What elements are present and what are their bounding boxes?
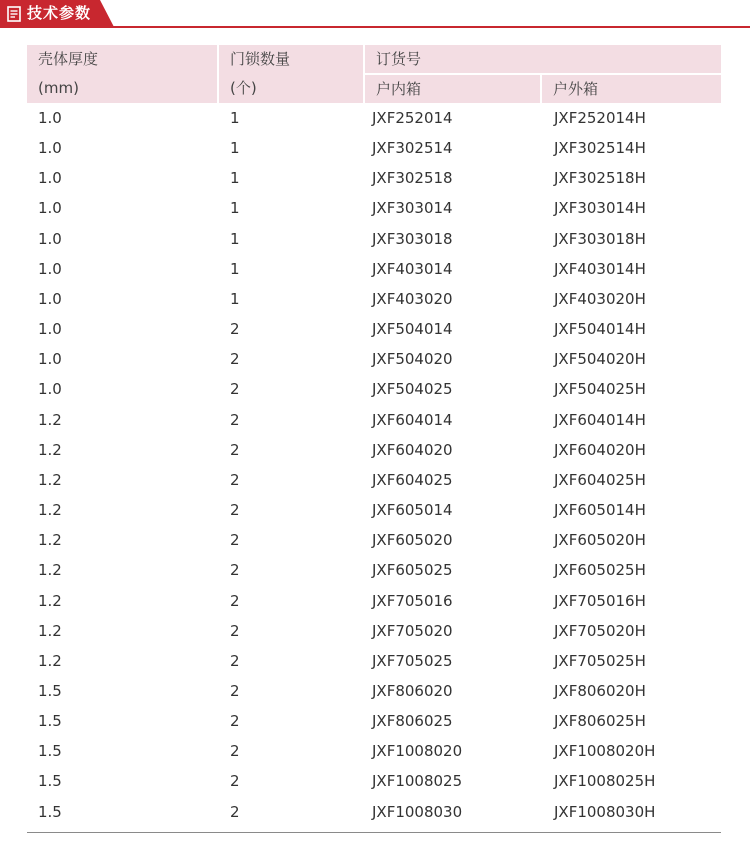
- cell-locks: 2: [230, 501, 240, 520]
- cell-thickness: 1.2: [38, 470, 62, 489]
- cell-outdoor: JXF806020H: [554, 681, 646, 700]
- cell-indoor: JXF705025: [372, 651, 453, 670]
- table-row: [27, 495, 721, 525]
- cell-outdoor: JXF705020H: [554, 621, 646, 640]
- cell-outdoor: JXF705016H: [554, 591, 646, 610]
- table-row: [27, 224, 721, 254]
- cell-locks: 1: [230, 259, 240, 278]
- table-row: [27, 284, 721, 314]
- document-icon: [7, 6, 21, 22]
- cell-locks: 2: [230, 742, 240, 761]
- cell-thickness: 1.0: [38, 199, 62, 218]
- cell-outdoor: JXF1008025H: [554, 772, 656, 791]
- table-row: [27, 586, 721, 616]
- cell-outdoor: JXF604014H: [554, 410, 646, 429]
- cell-locks: 2: [230, 621, 240, 640]
- cell-locks: 2: [230, 531, 240, 550]
- cell-indoor: JXF303018: [372, 229, 453, 248]
- table-row: [27, 314, 721, 344]
- cell-thickness: 1.0: [38, 259, 62, 278]
- table-row: [27, 646, 721, 676]
- spec-table: [27, 45, 721, 827]
- cell-thickness: 1.5: [38, 802, 62, 821]
- cell-locks: 2: [230, 380, 240, 399]
- cell-outdoor: JXF604025H: [554, 470, 646, 489]
- cell-outdoor: JXF504020H: [554, 350, 646, 369]
- cell-thickness: 1.2: [38, 651, 62, 670]
- table-row: [27, 676, 721, 706]
- section-header: [0, 0, 750, 29]
- cell-outdoor: JXF403014H: [554, 259, 646, 278]
- cell-thickness: 1.0: [38, 289, 62, 308]
- header-thickness-unit: (mm): [27, 74, 217, 103]
- table-row: [27, 193, 721, 223]
- cell-thickness: 1.5: [38, 681, 62, 700]
- cell-outdoor: JXF403020H: [554, 289, 646, 308]
- cell-thickness: 1.0: [38, 229, 62, 248]
- cell-indoor: JXF705020: [372, 621, 453, 640]
- table-row: [27, 163, 721, 193]
- cell-indoor: JXF605025: [372, 561, 453, 580]
- cell-indoor: JXF403014: [372, 259, 453, 278]
- table-row: [27, 797, 721, 827]
- cell-outdoor: JXF1008020H: [554, 742, 656, 761]
- cell-indoor: JXF302514: [372, 139, 453, 158]
- header-outdoor: 户外箱: [542, 75, 721, 103]
- header-locks-unit: (个): [219, 74, 363, 103]
- table-row: [27, 254, 721, 284]
- table-row: [27, 766, 721, 796]
- cell-outdoor: JXF302518H: [554, 169, 646, 188]
- cell-outdoor: JXF303018H: [554, 229, 646, 248]
- cell-indoor: JXF604014: [372, 410, 453, 429]
- cell-indoor: JXF303014: [372, 199, 453, 218]
- cell-outdoor: JXF1008030H: [554, 802, 656, 821]
- cell-thickness: 1.2: [38, 591, 62, 610]
- cell-indoor: JXF504025: [372, 380, 453, 399]
- cell-thickness: 1.5: [38, 742, 62, 761]
- cell-locks: 2: [230, 561, 240, 580]
- cell-outdoor: JXF252014H: [554, 109, 646, 127]
- cell-locks: 2: [230, 802, 240, 821]
- cell-indoor: JXF1008025: [372, 772, 463, 791]
- cell-locks: 2: [230, 591, 240, 610]
- cell-thickness: 1.2: [38, 410, 62, 429]
- cell-indoor: JXF302518: [372, 169, 453, 188]
- cell-outdoor: JXF504025H: [554, 380, 646, 399]
- cell-locks: 2: [230, 470, 240, 489]
- cell-thickness: 1.0: [38, 139, 62, 158]
- cell-indoor: JXF504020: [372, 350, 453, 369]
- header-locks: 门锁数量: [219, 45, 363, 74]
- cell-outdoor: JXF705025H: [554, 651, 646, 670]
- cell-outdoor: JXF302514H: [554, 139, 646, 158]
- cell-locks: 2: [230, 350, 240, 369]
- cell-thickness: 1.0: [38, 350, 62, 369]
- cell-locks: 2: [230, 320, 240, 339]
- cell-indoor: JXF252014: [372, 109, 453, 127]
- table-header: [27, 45, 721, 103]
- table-row: [27, 706, 721, 736]
- cell-locks: 1: [230, 199, 240, 218]
- cell-indoor: JXF806025: [372, 712, 453, 731]
- cell-thickness: 1.0: [38, 169, 62, 188]
- cell-locks: 2: [230, 440, 240, 459]
- cell-locks: 2: [230, 681, 240, 700]
- table-row: [27, 405, 721, 435]
- table-row: [27, 344, 721, 374]
- table-row: [27, 525, 721, 555]
- cell-indoor: JXF403020: [372, 289, 453, 308]
- cell-outdoor: JXF605020H: [554, 531, 646, 550]
- table-row: [27, 616, 721, 646]
- cell-indoor: JXF605020: [372, 531, 453, 550]
- cell-indoor: JXF604025: [372, 470, 453, 489]
- cell-locks: 2: [230, 651, 240, 670]
- section-title: 技术参数: [27, 4, 92, 22]
- cell-locks: 2: [230, 772, 240, 791]
- table-row: [27, 435, 721, 465]
- cell-thickness: 1.2: [38, 440, 62, 459]
- cell-indoor: JXF1008030: [372, 802, 463, 821]
- table-row: [27, 103, 721, 133]
- cell-thickness: 1.5: [38, 772, 62, 791]
- cell-outdoor: JXF303014H: [554, 199, 646, 218]
- cell-indoor: JXF604020: [372, 440, 453, 459]
- table-row: [27, 736, 721, 766]
- cell-thickness: 1.2: [38, 501, 62, 520]
- cell-locks: 1: [230, 139, 240, 158]
- table-row: [27, 465, 721, 495]
- cell-locks: 1: [230, 229, 240, 248]
- cell-thickness: 1.0: [38, 380, 62, 399]
- cell-outdoor: JXF806025H: [554, 712, 646, 731]
- header-order-number: 订货号: [365, 45, 721, 73]
- table-row: [27, 374, 721, 404]
- cell-locks: 2: [230, 410, 240, 429]
- cell-locks: 1: [230, 109, 240, 127]
- cell-indoor: JXF806020: [372, 681, 453, 700]
- table-row: [27, 555, 721, 585]
- cell-indoor: JXF1008020: [372, 742, 463, 761]
- cell-indoor: JXF705016: [372, 591, 453, 610]
- cell-thickness: 1.5: [38, 712, 62, 731]
- cell-thickness: 1.2: [38, 621, 62, 640]
- cell-thickness: 1.0: [38, 109, 62, 127]
- cell-indoor: JXF504014: [372, 320, 453, 339]
- cell-outdoor: JXF604020H: [554, 440, 646, 459]
- cell-thickness: 1.2: [38, 531, 62, 550]
- cell-thickness: 1.0: [38, 320, 62, 339]
- header-thickness: 壳体厚度: [27, 45, 217, 74]
- table-body: [27, 103, 721, 827]
- table-bottom-border: [27, 832, 721, 833]
- table-row: [27, 133, 721, 163]
- cell-thickness: 1.2: [38, 561, 62, 580]
- header-indoor: 户内箱: [365, 75, 540, 103]
- cell-locks: 1: [230, 169, 240, 188]
- cell-indoor: JXF605014: [372, 501, 453, 520]
- cell-locks: 1: [230, 289, 240, 308]
- cell-locks: 2: [230, 712, 240, 731]
- cell-outdoor: JXF605025H: [554, 561, 646, 580]
- cell-outdoor: JXF504014H: [554, 320, 646, 339]
- cell-outdoor: JXF605014H: [554, 501, 646, 520]
